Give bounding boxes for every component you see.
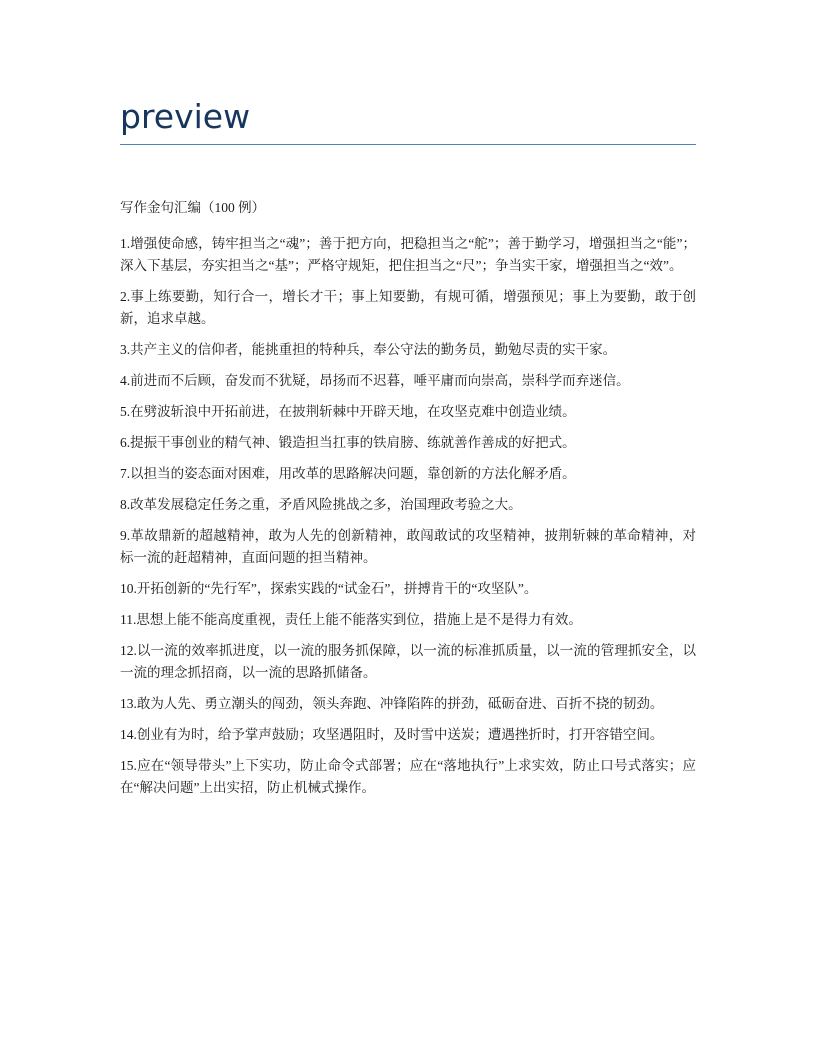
- list-item: 6.提振干事创业的精气神、锻造担当扛事的铁肩膀、练就善作善成的好把式。: [120, 435, 576, 450]
- list-item: 3.共产主义的信仰者，能挑重担的特种兵，奉公守法的勤务员，勤勉尽责的实干家。: [120, 342, 617, 357]
- document-subtitle: 写作金句汇编（100 例）: [120, 200, 266, 215]
- list-item: 11.思想上能不能高度重视，责任上能不能落实到位，措施上是不是得力有效。: [120, 612, 582, 627]
- list-item: 12.以一流的效率抓进度，以一流的服务抓保障，以一流的标准抓质量，以一流的管理抓安全，以一流的理念抓招商，以一流的思路抓储备。: [120, 643, 696, 680]
- list-item: 5.在劈波斩浪中开拓前进，在披荆斩棘中开辟天地，在攻坚克难中创造业绩。: [120, 404, 576, 419]
- list-item: 9.革故鼎新的超越精神，敢为人先的创新精神，敢闯敢试的攻坚精神，披荆斩棘的革命精神，对标一流的赶超精神，直面问题的担当精神。: [120, 528, 696, 565]
- list-item: 8.改革发展稳定任务之重，矛盾风险挑战之多，治国理政考验之大。: [120, 497, 522, 512]
- list-item: 15.应在“领导带头”上下实功，防止命令式部署；应在“落地执行”上求实效，防止口号式落实；应在“解决问题”上出实招，防止机械式操作。: [120, 758, 696, 795]
- list-item: 1.增强使命感，铸牢担当之“魂”；善于把方向，把稳担当之“舵”；善于勤学习，增强担当之“能”；深入下基层，夯实担当之“基”；严格守规矩，把住担当之“尺”；争当实干家，增强担当之“效”。: [120, 236, 696, 273]
- document-title: preview: [120, 96, 696, 145]
- list-item: 4.前进而不后顾，奋发而不犹疑，昂扬而不迟暮，唾平庸而向崇高，崇科学而弃迷信。: [120, 373, 630, 388]
- list-item: 13.敢为人先、勇立潮头的闯劲，领头奔跑、冲锋陷阵的拼劲，砥砺奋进、百折不挠的韧劲。: [120, 696, 664, 711]
- list-item: 10.开拓创新的“先行军”，探索实践的“试金石”，拼搏肯干的“攻坚队”。: [120, 581, 538, 596]
- list-item: 2.事上练要勤，知行合一，增长才干；事上知要勤，有规可循，增强预见；事上为要勤，敢于创新，追求卓越。: [120, 289, 696, 326]
- list-item: 14.创业有为时，给予掌声鼓励；攻坚遇阻时，及时雪中送炭；遭遇挫折时，打开容错空间。: [120, 727, 664, 742]
- document-page: [120, 96, 696, 808]
- list-item: 7.以担当的姿态面对困难，用改革的思路解决问题，靠创新的方法化解矛盾。: [120, 466, 576, 481]
- document-body: [120, 197, 696, 799]
